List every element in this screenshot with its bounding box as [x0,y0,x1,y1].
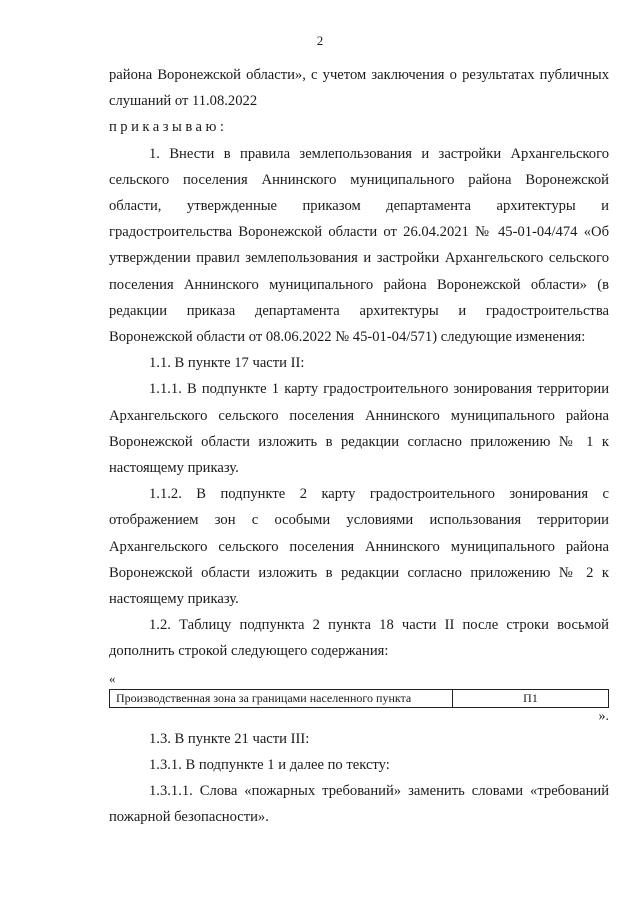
paragraph-item-1-3-1-1: 1.3.1.1. Слова «пожарных требований» заменить словами «требований пожарной безопасности». [109,783,609,826]
paragraph-order: приказываю: [109,119,228,136]
inserted-zone-table [109,689,609,708]
paragraph-item-1-1: 1.1. В пункте 17 части II: [149,355,305,372]
paragraph-item-1-1-1: 1.1.1. В подпункте 1 карту градостроительного зонирования территории Архангельского сельского поселения Аннинского муниципального района Воронежской области изложить в редакции согласно приложению № 1 к настоящему приказу. [109,381,609,477]
paragraph-item-1-3: 1.3. В пункте 21 части III: [149,730,310,747]
quote-close: ». [598,708,609,724]
paragraph-item-1-1-2: 1.1.2. В подпункте 2 карту градостроительного зонирования с отображением зон с особыми условиями использования территории Архангельского сельского поселения Аннинского муниципального района Воронежской области изложить в редакции согласно приложению № 2 к настоящему приказу. [109,486,609,608]
zone-code-cell: П1 [453,689,609,707]
paragraph-item-1-2: 1.2. Таблицу подпункта 2 пункта 18 части II после строки восьмой дополнить строкой следующего содержания: [109,617,609,660]
paragraph-preamble-end: района Воронежской области», с учетом заключения о результатах публичных слушаний от 11.08.2022 [109,67,609,110]
paragraph-item-1-3-1: 1.3.1. В подпункте 1 и далее по тексту: [149,756,390,773]
paragraph-item-1: 1. Внести в правила землепользования и застройки Архангельского сельского поселения Аннинского муниципального района Воронежской области, утвержденные приказом департамента архитектуры и градостроительства Воронежской области от 26.04.2021 № 45-01-04/474 «Об утверждении правил землепользования и застройки Архангельского сельского поселения Аннинского муниципального района Воронежской области» (в редакции приказа департамента архитектуры и градостроительства Воронежской области от 08.06.2022 № 45-01-04/571) следующие изменения: [109,145,609,346]
quote-open: « [109,670,116,686]
zone-name-cell: Производственная зона за границами населенного пункта [110,689,453,707]
table-row [110,689,609,707]
document-body [109,62,609,830]
page-number: 2 [316,33,324,48]
